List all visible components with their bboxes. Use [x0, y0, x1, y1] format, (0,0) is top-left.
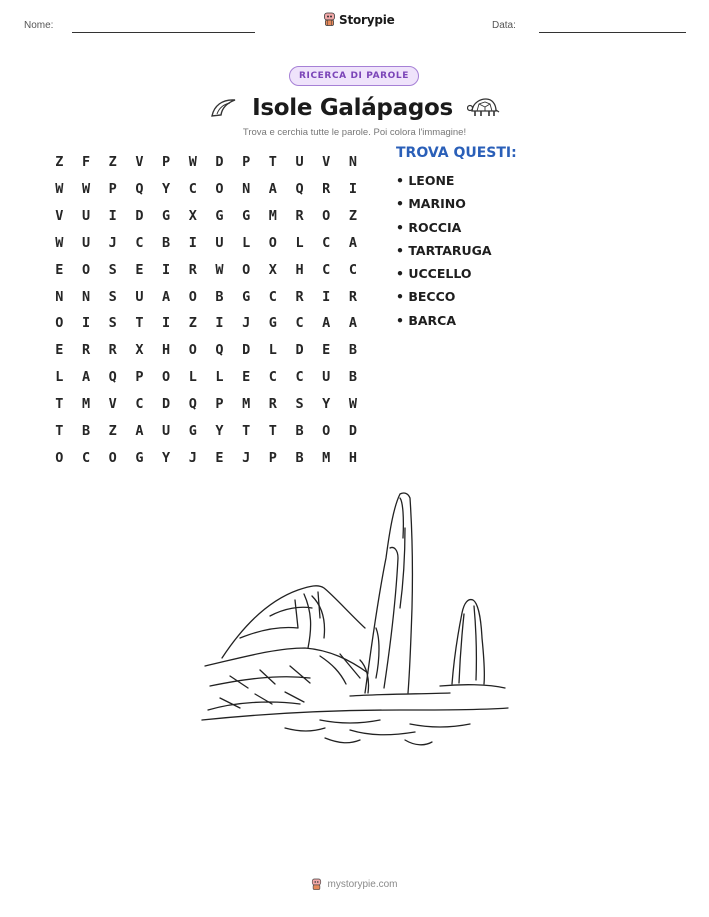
grid-letter[interactable]: B — [215, 288, 224, 305]
grid-letter[interactable]: V — [135, 154, 144, 171]
claw-icon — [208, 96, 238, 120]
grid-letter[interactable]: L — [268, 342, 277, 359]
grid-letter[interactable]: G — [268, 315, 277, 332]
grid-letter[interactable]: G — [242, 288, 251, 305]
grid-letter[interactable]: Q — [108, 369, 117, 386]
word-item: • UCCELLO — [396, 266, 472, 282]
grid-letter[interactable]: L — [55, 369, 64, 386]
word-item: • MARINO — [396, 196, 466, 212]
grid-letter[interactable]: J — [242, 449, 251, 466]
grid-letter[interactable]: G — [135, 449, 144, 466]
grid-letter[interactable]: Y — [162, 181, 171, 198]
grid-letter[interactable]: R — [188, 261, 197, 278]
grid-letter[interactable]: I — [162, 315, 171, 332]
grid-letter[interactable]: E — [215, 449, 224, 466]
grid-letter[interactable]: X — [268, 261, 277, 278]
grid-letter[interactable]: V — [55, 208, 64, 225]
grid-letter[interactable]: S — [108, 315, 117, 332]
grid-letter[interactable]: A — [162, 288, 171, 305]
grid-letter[interactable]: R — [348, 288, 357, 305]
grid-row — [46, 391, 366, 418]
grid-letter[interactable]: A — [348, 234, 357, 251]
grid-letter[interactable]: F — [81, 154, 91, 171]
grid-letter[interactable]: S — [295, 396, 304, 413]
grid-letter[interactable]: W — [188, 154, 197, 171]
grid-letter[interactable]: M — [81, 396, 91, 413]
grid-letter[interactable]: O — [81, 261, 91, 278]
grid-letter[interactable]: R — [322, 181, 331, 198]
grid-letter[interactable]: I — [81, 315, 91, 332]
grid-letter[interactable]: P — [242, 154, 251, 171]
grid-letter[interactable]: O — [188, 342, 197, 359]
grid-letter[interactable]: X — [188, 208, 197, 225]
grid-letter[interactable]: E — [55, 261, 64, 278]
grid-letter[interactable]: D — [348, 422, 357, 439]
grid-letter[interactable]: T — [55, 422, 64, 439]
grid-letter[interactable]: D — [215, 154, 224, 171]
grid-letter[interactable]: W — [348, 396, 357, 413]
grid-letter[interactable]: U — [215, 234, 224, 251]
grid-row — [46, 283, 366, 310]
storypie-mascot-icon — [311, 878, 322, 891]
grid-letter[interactable]: C — [81, 449, 91, 466]
grid-row — [46, 417, 366, 444]
grid-letter[interactable]: I — [348, 181, 357, 198]
grid-letter[interactable]: B — [81, 422, 91, 439]
date-field[interactable] — [539, 32, 686, 33]
grid-letter[interactable]: N — [348, 154, 357, 171]
grid-letter[interactable]: M — [322, 449, 331, 466]
grid-letter[interactable]: U — [322, 369, 331, 386]
grid-letter[interactable]: N — [55, 288, 64, 305]
grid-letter[interactable]: Q — [215, 342, 224, 359]
grid-letter[interactable]: Q — [135, 181, 144, 198]
grid-letter[interactable]: A — [322, 315, 331, 332]
grid-letter[interactable]: E — [55, 342, 64, 359]
grid-letter[interactable]: D — [135, 208, 144, 225]
name-field[interactable] — [72, 32, 255, 33]
grid-letter[interactable]: Z — [108, 422, 117, 439]
grid-letter[interactable]: M — [268, 208, 277, 225]
grid-letter[interactable]: C — [268, 369, 277, 386]
grid-letter[interactable]: Z — [348, 208, 357, 225]
grid-letter[interactable]: C — [188, 181, 197, 198]
grid-letter[interactable]: P — [135, 369, 144, 386]
word-item: • BARCA — [396, 312, 457, 328]
grid-letter[interactable]: G — [162, 208, 171, 225]
grid-letter[interactable]: L — [188, 369, 197, 386]
word-item: • LEONE — [396, 173, 455, 188]
grid-letter[interactable]: O — [55, 449, 64, 466]
grid-letter[interactable]: O — [322, 208, 331, 225]
grid-letter[interactable]: R — [81, 342, 91, 359]
grid-letter[interactable]: X — [135, 342, 144, 359]
grid-letter[interactable]: O — [322, 422, 331, 439]
grid-letter[interactable]: R — [295, 288, 304, 305]
grid-letter[interactable]: V — [108, 396, 117, 413]
grid-letter[interactable]: J — [242, 315, 251, 332]
grid-letter[interactable]: Q — [295, 181, 304, 198]
grid-letter[interactable]: C — [268, 288, 277, 305]
grid-letter[interactable]: I — [162, 261, 171, 278]
footer — [0, 878, 709, 891]
grid-letter[interactable]: H — [348, 449, 357, 466]
grid-letter[interactable]: T — [268, 154, 277, 171]
grid-letter[interactable]: C — [135, 396, 144, 413]
grid-letter[interactable]: U — [295, 154, 304, 171]
grid-letter[interactable]: D — [242, 342, 251, 359]
grid-letter[interactable]: B — [295, 449, 304, 466]
grid-letter[interactable]: T — [268, 422, 277, 439]
grid-letter[interactable]: I — [188, 234, 197, 251]
grid-letter[interactable]: E — [135, 261, 144, 278]
grid-letter[interactable]: C — [348, 261, 357, 278]
grid-letter[interactable]: I — [108, 208, 117, 225]
grid-letter[interactable]: S — [108, 261, 117, 278]
grid-letter[interactable]: A — [135, 422, 144, 439]
grid-letter[interactable]: T — [135, 315, 144, 332]
grid-letter[interactable]: W — [55, 234, 64, 251]
grid-letter[interactable]: Y — [322, 396, 331, 413]
grid-letter[interactable]: U — [81, 234, 91, 251]
grid-row — [46, 364, 366, 391]
grid-letter[interactable]: T — [242, 422, 251, 439]
grid-row — [46, 203, 366, 230]
grid-letter[interactable]: G — [242, 208, 251, 225]
grid-letter[interactable]: O — [108, 449, 117, 466]
grid-letter[interactable]: Y — [162, 449, 171, 466]
title-row — [0, 92, 709, 124]
grid-letter[interactable]: J — [108, 234, 117, 251]
instructions: Trova e cerchia tutte le parole. Poi colora l'immagine! — [242, 127, 467, 138]
grid-letter[interactable]: Z — [55, 154, 64, 171]
word-list-title: TROVA QUESTI: — [396, 145, 517, 161]
grid-letter[interactable]: H — [162, 342, 171, 359]
footer-url[interactable]: mystorypie.com — [327, 879, 398, 890]
grid-letter[interactable]: E — [242, 369, 251, 386]
grid-letter[interactable]: O — [215, 181, 224, 198]
grid-row — [46, 337, 366, 364]
word-item: • ROCCIA — [396, 219, 462, 235]
grid-row — [46, 230, 366, 257]
word-search-grid — [46, 149, 366, 471]
page-title: Isole Galápagos — [252, 95, 453, 121]
grid-letter[interactable]: U — [135, 288, 144, 305]
grid-letter[interactable]: L — [215, 369, 224, 386]
grid-letter[interactable]: R — [108, 342, 117, 359]
word-item: • BECCO — [396, 289, 456, 305]
grid-letter[interactable]: W — [81, 181, 91, 198]
grid-letter[interactable]: D — [162, 396, 171, 413]
storypie-logo — [323, 12, 395, 27]
grid-letter[interactable]: T — [55, 396, 64, 413]
grid-letter[interactable]: W — [55, 181, 64, 198]
grid-row — [46, 444, 366, 471]
grid-letter[interactable]: W — [215, 261, 224, 278]
storypie-mascot-icon — [323, 12, 336, 27]
activity-badge: RICERCA DI PAROLE — [289, 66, 419, 86]
grid-letter[interactable]: B — [162, 234, 171, 251]
grid-letter[interactable]: Q — [188, 396, 197, 413]
grid-letter[interactable]: I — [215, 315, 224, 332]
grid-letter[interactable]: N — [81, 288, 91, 305]
word-item: • TARTARUGA — [396, 242, 492, 258]
grid-letter[interactable]: L — [242, 234, 251, 251]
grid-letter[interactable]: O — [55, 315, 64, 332]
grid-row — [46, 149, 366, 176]
grid-letter[interactable]: Z — [108, 154, 117, 171]
grid-letter[interactable]: O — [242, 261, 251, 278]
word-list — [396, 145, 517, 332]
grid-row — [46, 256, 366, 283]
grid-letter[interactable]: Z — [188, 315, 197, 332]
grid-letter[interactable]: I — [322, 288, 331, 305]
grid-letter[interactable]: P — [108, 181, 117, 198]
grid-letter[interactable]: B — [348, 369, 357, 386]
grid-letter[interactable]: A — [348, 315, 357, 332]
coloring-illustration[interactable] — [200, 488, 510, 753]
grid-letter[interactable]: C — [322, 261, 331, 278]
grid-letter[interactable]: N — [242, 181, 251, 198]
tortoise-icon — [467, 96, 501, 120]
grid-letter[interactable]: S — [108, 288, 117, 305]
grid-row — [46, 310, 366, 337]
grid-letter[interactable]: G — [188, 422, 197, 439]
grid-letter[interactable]: C — [295, 369, 304, 386]
grid-letter[interactable]: A — [268, 181, 277, 198]
grid-letter[interactable]: E — [322, 342, 331, 359]
grid-letter[interactable]: R — [268, 396, 277, 413]
grid-row — [46, 176, 366, 203]
grid-letter[interactable]: R — [295, 208, 304, 225]
grid-letter[interactable]: O — [188, 288, 197, 305]
grid-letter[interactable]: P — [162, 154, 171, 171]
grid-letter[interactable]: C — [135, 234, 144, 251]
grid-letter[interactable]: U — [81, 208, 91, 225]
grid-letter[interactable]: A — [81, 369, 91, 386]
grid-letter[interactable]: D — [295, 342, 304, 359]
grid-letter[interactable]: H — [295, 261, 304, 278]
grid-letter[interactable]: C — [295, 315, 304, 332]
grid-letter[interactable]: J — [188, 449, 197, 466]
grid-letter[interactable]: V — [322, 154, 331, 171]
grid-letter[interactable]: B — [295, 422, 304, 439]
grid-letter[interactable]: P — [215, 396, 224, 413]
grid-letter[interactable]: U — [162, 422, 171, 439]
date-label: Data: — [492, 20, 516, 31]
brand-name: Storypie — [339, 12, 395, 27]
grid-letter[interactable]: O — [268, 234, 277, 251]
grid-letter[interactable]: C — [322, 234, 331, 251]
grid-letter[interactable]: L — [295, 234, 304, 251]
grid-letter[interactable]: Y — [215, 422, 224, 439]
name-label: Nome: — [24, 20, 54, 31]
grid-letter[interactable]: M — [242, 396, 251, 413]
grid-letter[interactable]: G — [215, 208, 224, 225]
grid-letter[interactable]: P — [268, 449, 277, 466]
grid-letter[interactable]: B — [348, 342, 357, 359]
grid-letter[interactable]: O — [162, 369, 171, 386]
